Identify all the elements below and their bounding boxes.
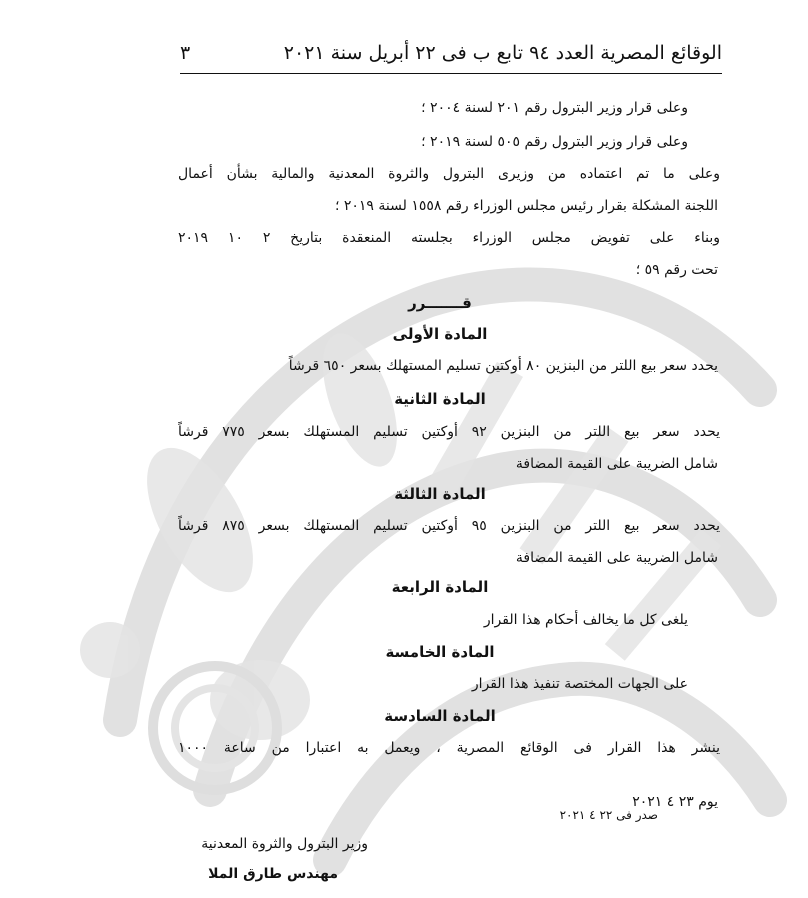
signatory-name: مهندس طارق الملا [208,866,338,882]
article-text: يحدد سعر بيع اللتر من البنزين ٩٢ أوكتين تسليم المستهلك بسعر ٧٧٥ قرشاً [178,424,720,440]
decision-title: قـــــــرر [408,294,472,312]
article-heading: المادة الثانية [394,390,486,408]
header-rule [180,73,722,74]
article-heading: المادة الخامسة [385,643,495,661]
article-text: يحدد سعر بيع اللتر من البنزين ٨٠ أوكتين تسليم المستهلك بسعر ٦٥٠ قرشاً [288,358,718,374]
article-heading: المادة الأولى [392,325,488,343]
gazette-title: الوقائع المصرية العدد ٩٤ تابع ب فى ٢٢ أبريل سنة ٢٠٢١ [283,42,722,64]
preamble-line: اللجنة المشكلة بقرار رئيس مجلس الوزراء رقم ١٥٥٨ لسنة ٢٠١٩ ؛ [334,198,718,214]
article-heading: المادة الثالثة [394,485,486,503]
article-heading: المادة السادسة [384,707,496,725]
article-text: ينشر هذا القرار فى الوقائع المصرية ، ويعمل به اعتبارا من ساعة ١٠٠٠ [178,740,720,756]
article-text: على الجهات المختصة تنفيذ هذا القرار [471,676,688,692]
article-text: يوم ٢٣ ٤ ٢٠٢١ [632,794,718,810]
signatory-role: وزير البترول والثروة المعدنية [201,836,368,852]
page-number: ٣ [180,42,191,64]
article-text: شامل الضريبة على القيمة المضافة [515,456,718,472]
article-text: شامل الضريبة على القيمة المضافة [515,550,718,566]
article-text: يحدد سعر بيع اللتر من البنزين ٩٥ أوكتين تسليم المستهلك بسعر ٨٧٥ قرشاً [178,518,720,534]
issue-date: صدر فى ٢٢ ٤ ٢٠٢١ [559,808,658,822]
preamble-line: تحت رقم ٥٩ ؛ [635,262,718,278]
article-text: يلغى كل ما يخالف أحكام هذا القرار [483,612,688,628]
preamble-line: وبناء على تفويض مجلس الوزراء بجلسته المنعقدة بتاريخ ٢ ١٠ ٢٠١٩ [178,230,720,246]
preamble-line: وعلى قرار وزير البترول رقم ٢٠١ لسنة ٢٠٠٤ ؛ [421,100,688,116]
page-header [180,38,722,68]
preamble-line: وعلى ما تم اعتماده من وزيرى البترول والثروة المعدنية والمالية بشأن أعمال [178,166,720,182]
article-heading: المادة الرابعة [391,578,489,596]
preamble-line: وعلى قرار وزير البترول رقم ٥٠٥ لسنة ٢٠١٩ ؛ [421,134,688,150]
